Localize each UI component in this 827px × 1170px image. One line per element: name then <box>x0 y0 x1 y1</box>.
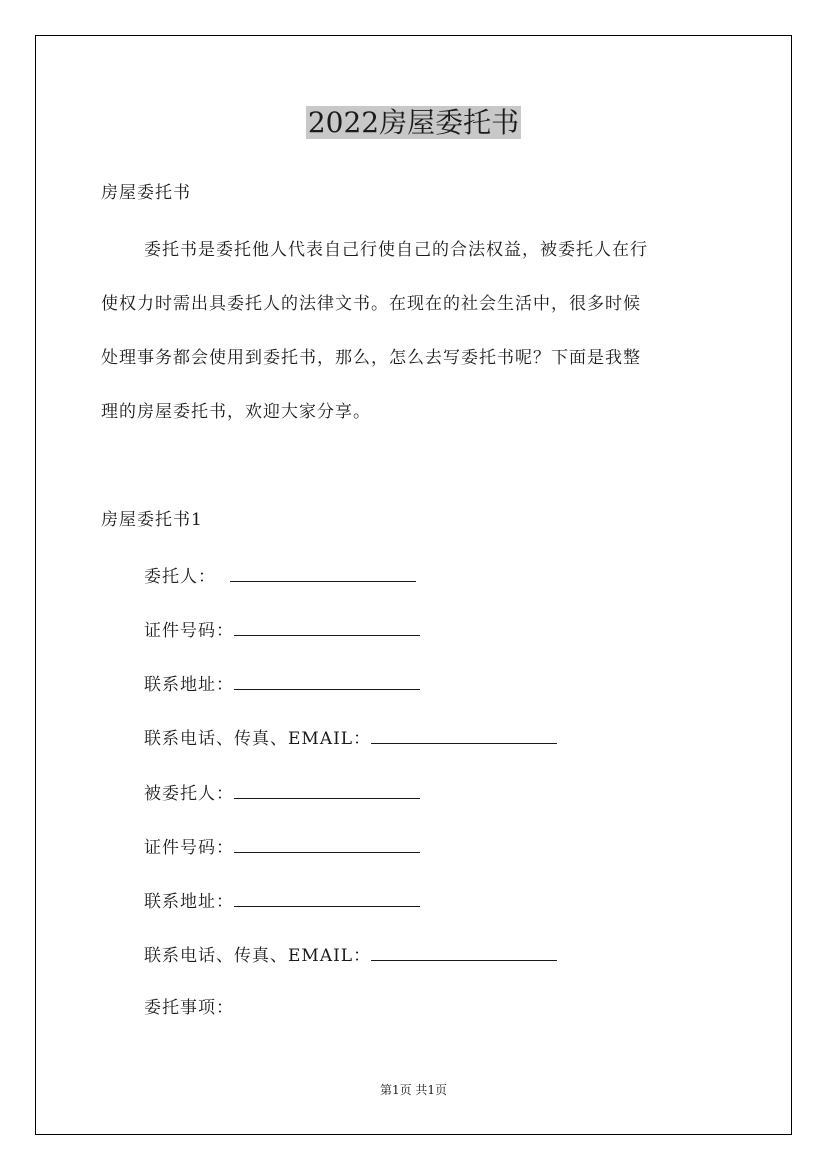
principal-id-label: 证件号码： <box>144 621 234 641</box>
agent-address-label: 联系地址： <box>144 892 234 912</box>
agent-contact-blank[interactable] <box>371 942 557 961</box>
agent-address-field <box>144 888 420 914</box>
principal-label: 委托人： <box>144 567 216 587</box>
agent-id-blank[interactable] <box>234 834 420 853</box>
section-heading: 房屋委托书 <box>101 183 191 203</box>
principal-contact-blank[interactable] <box>371 725 557 744</box>
agent-contact-label: 联系电话、传真、EMAIL： <box>144 946 372 966</box>
agent-contact-field <box>144 942 557 968</box>
principal-contact-field <box>144 725 557 751</box>
principal-address-field <box>144 671 420 697</box>
principal-address-label: 联系地址： <box>144 675 234 695</box>
agent-field <box>144 780 420 806</box>
principal-field <box>144 563 416 589</box>
principal-address-blank[interactable] <box>234 671 420 690</box>
agent-id-field <box>144 834 420 860</box>
agent-blank[interactable] <box>234 780 420 799</box>
principal-blank[interactable] <box>230 563 416 582</box>
subsection-heading: 房屋委托书1 <box>101 510 203 530</box>
page-footer: 第1页 共1页 <box>379 1083 448 1097</box>
principal-id-blank[interactable] <box>234 617 420 636</box>
intro-line-1: 委托书是委托他人代表自己行使自己的合法权益，被委托人在行 <box>144 240 648 260</box>
document-title <box>0 104 827 142</box>
agent-address-blank[interactable] <box>234 888 420 907</box>
intro-line-2: 使权力时需出具委托人的法律文书。在现在的社会生活中，很多时候 <box>101 294 641 314</box>
document-title-text: 2022房屋委托书 <box>307 106 520 139</box>
principal-contact-label: 联系电话、传真、EMAIL： <box>144 729 372 749</box>
agent-label: 被委托人： <box>144 784 234 804</box>
matters-label: 委托事项： <box>144 998 234 1018</box>
intro-line-3: 处理事务都会使用到委托书，那么，怎么去写委托书呢？下面是我整 <box>101 348 641 368</box>
intro-line-4: 理的房屋委托书，欢迎大家分享。 <box>101 402 371 422</box>
agent-id-label: 证件号码： <box>144 838 234 858</box>
principal-id-field <box>144 617 420 643</box>
matters-field <box>144 996 234 1020</box>
